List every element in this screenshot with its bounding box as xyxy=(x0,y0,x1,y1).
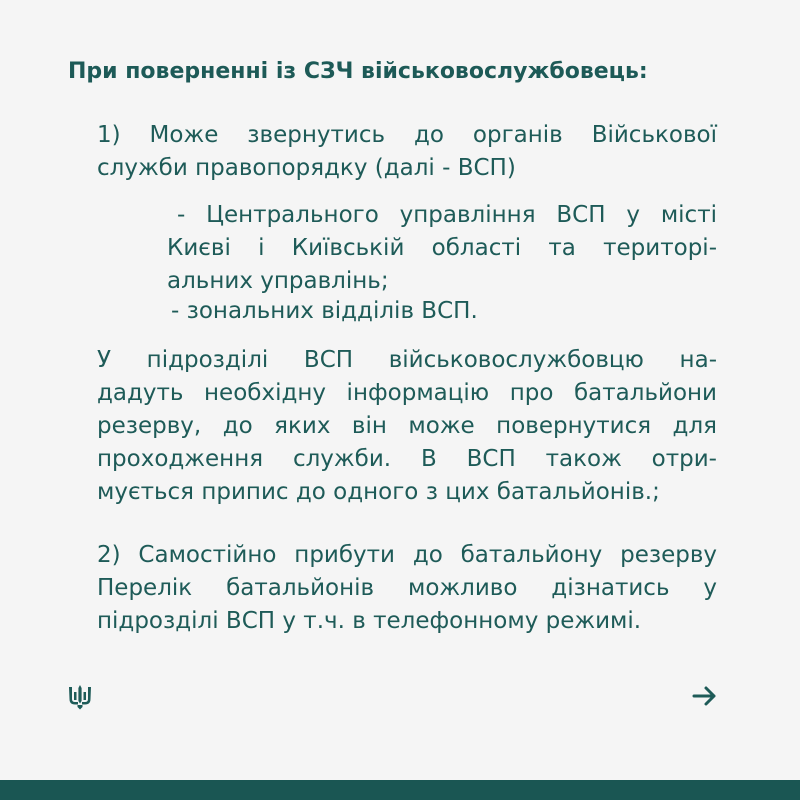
info-line: мується припис до одного з цих батальйонів.; xyxy=(97,479,660,505)
trident-icon xyxy=(68,684,92,710)
item-2-line: Перелік батальйонів можливо дізнатись у xyxy=(97,575,717,601)
arrow-right-icon[interactable] xyxy=(692,684,718,708)
info-line: проходження служби. В ВСП також отри- xyxy=(97,446,717,472)
sub-item-line: - зональних відділів ВСП. xyxy=(171,298,478,324)
info-paragraph xyxy=(97,344,717,509)
item-1 xyxy=(97,119,717,185)
sub-item-central xyxy=(167,199,717,298)
page-title: При поверненні із СЗЧ військовослужбовець: xyxy=(68,59,648,84)
item-2-line: підрозділі ВСП у т.ч. в телефонному режимі. xyxy=(97,608,642,634)
item-1-line: служби правопорядку (далі - ВСП) xyxy=(97,155,516,181)
item-2-line: 2) Самостійно прибути до батальйону резерву xyxy=(97,542,717,568)
info-line: резерву, до яких він може повернутися для xyxy=(97,413,717,439)
bottom-accent-bar xyxy=(0,780,800,800)
sub-item-zonal xyxy=(167,295,717,328)
info-line: дадуть необхідну інформацію про батальйони xyxy=(97,380,717,406)
sub-item-line: - Центрального управління ВСП у місті xyxy=(177,202,717,228)
item-1-line: 1) Може звернутись до органів Військової xyxy=(97,122,717,148)
info-line: У підрозділі ВСП військовослужбовцю на- xyxy=(97,347,717,373)
item-2 xyxy=(97,539,717,638)
sub-item-line: альних управлінь; xyxy=(167,268,389,294)
sub-item-line: Києві і Київській області та територі- xyxy=(167,235,717,261)
